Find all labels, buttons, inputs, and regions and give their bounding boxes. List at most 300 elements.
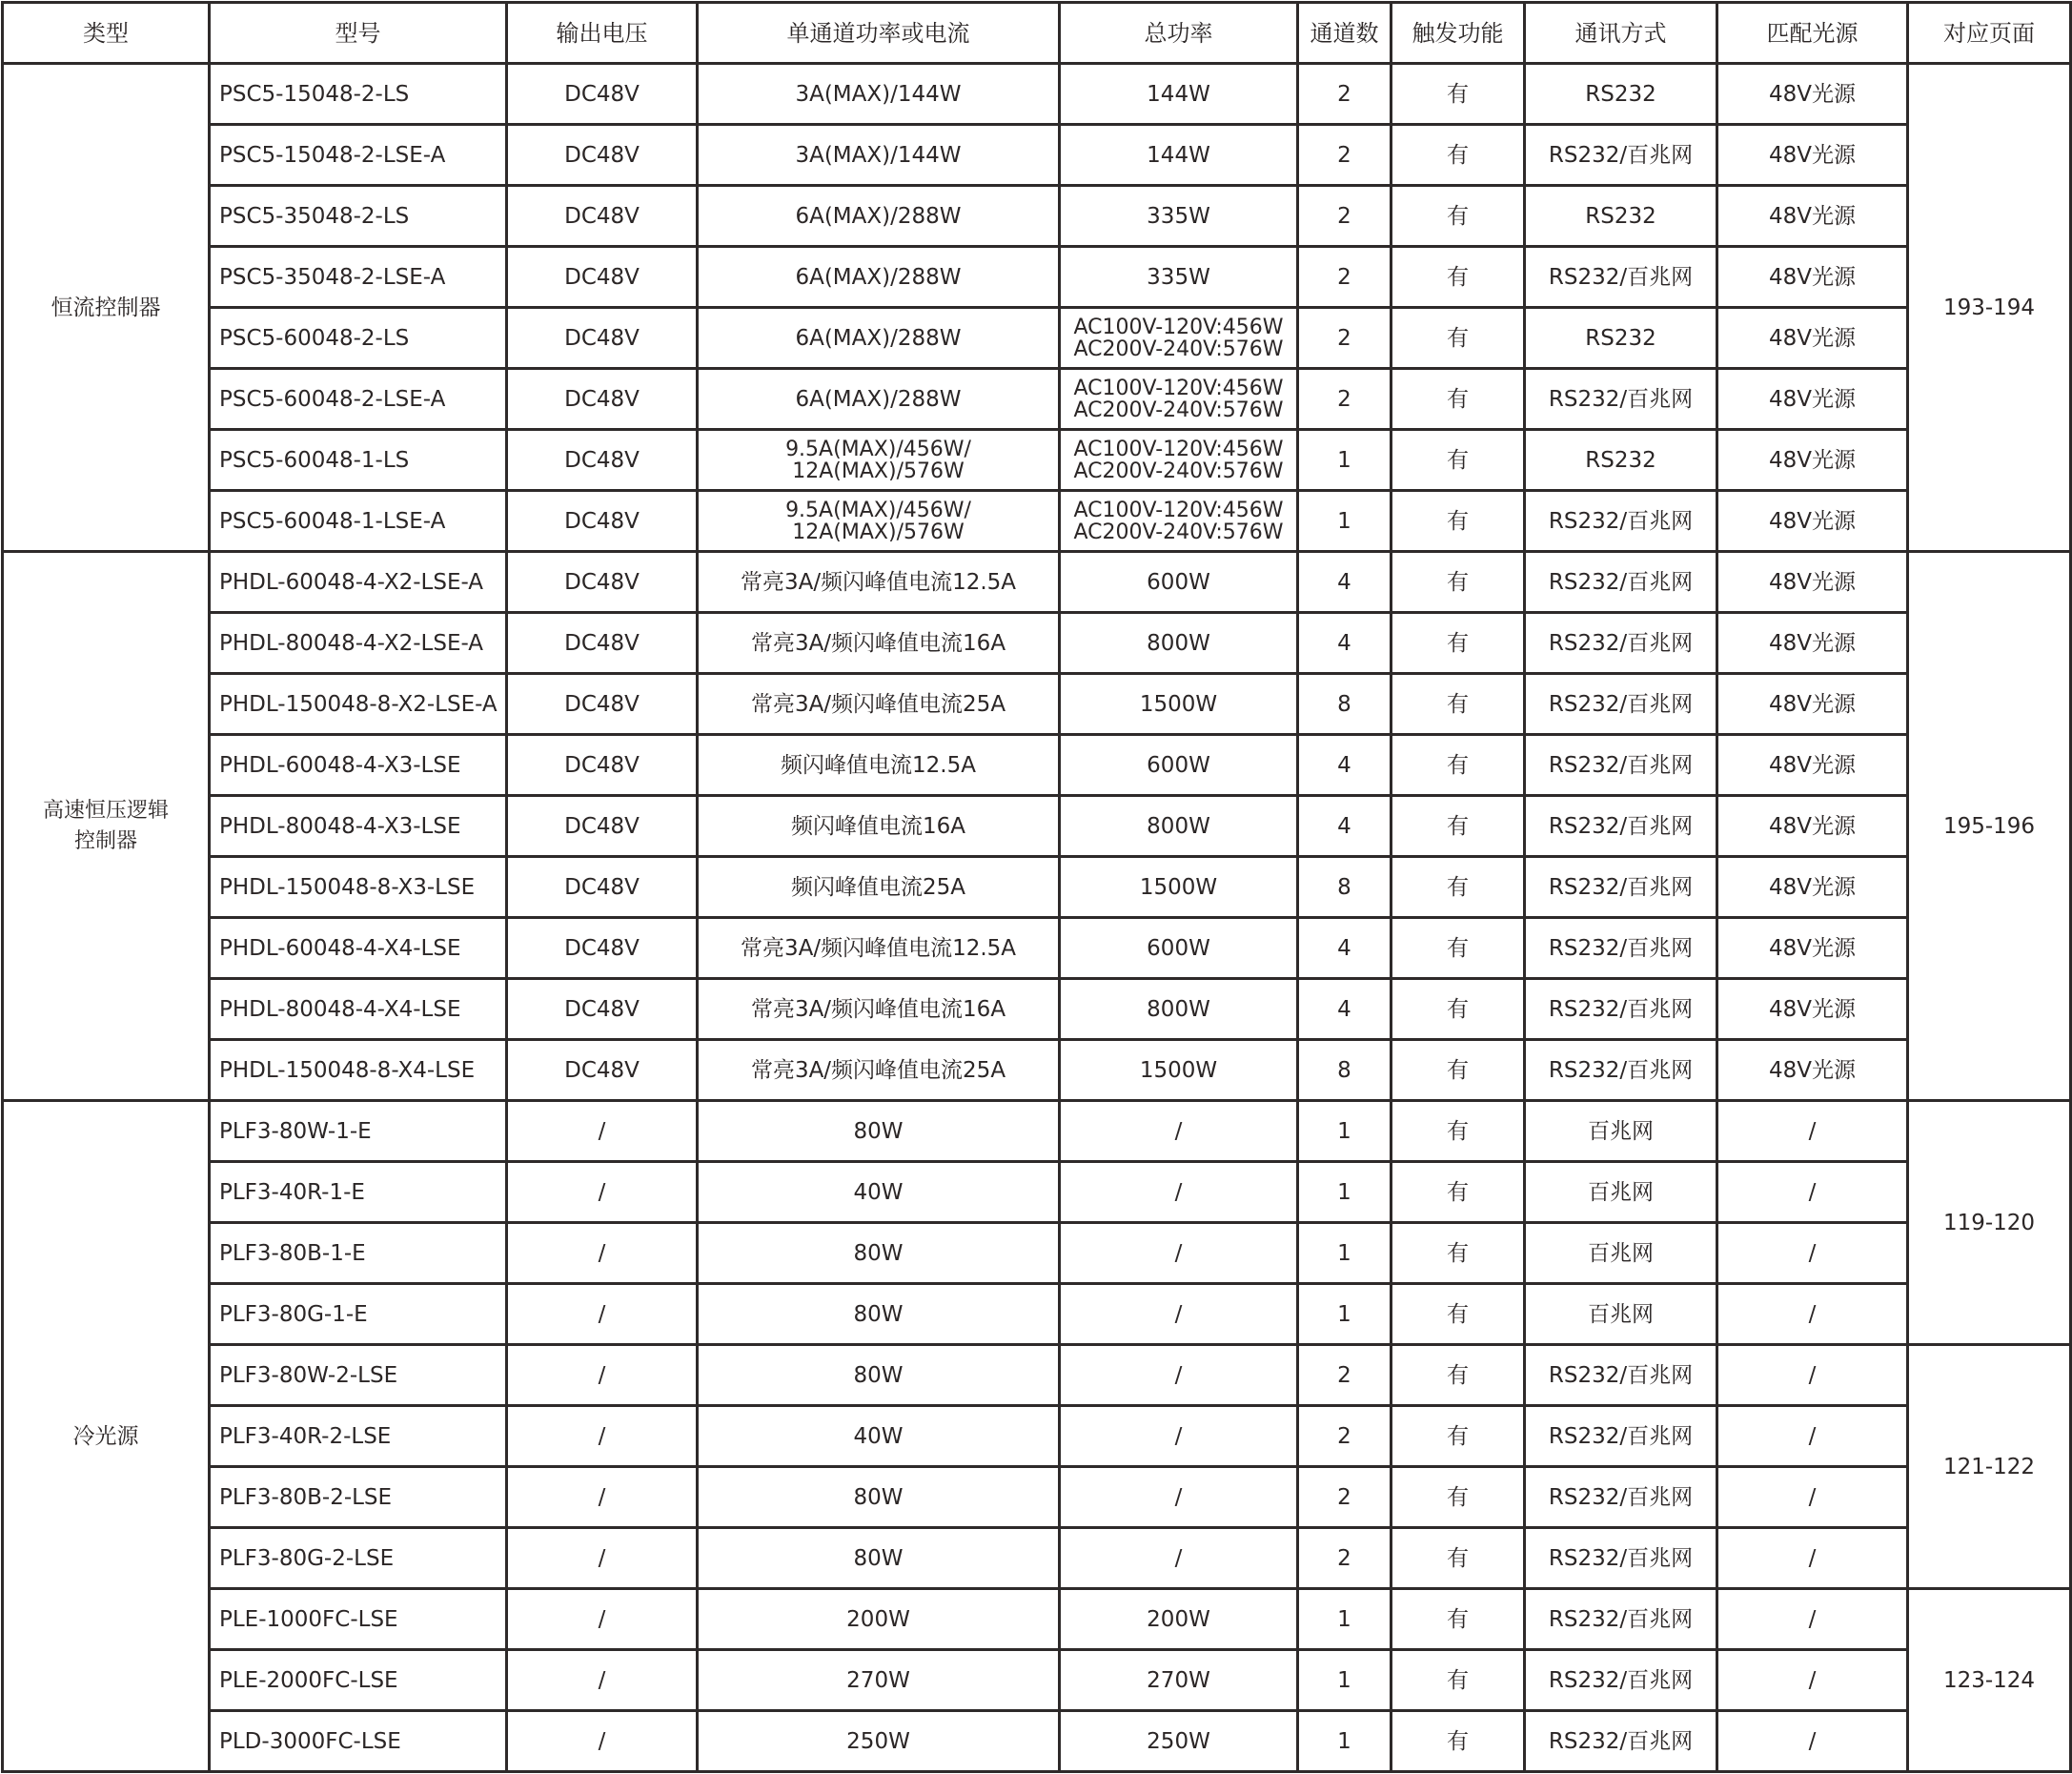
table-row	[3, 125, 2071, 186]
total-power-cell-line: AC100V-120V:456W	[1073, 376, 1284, 400]
channel-count-cell: 2	[1298, 64, 1391, 125]
output-voltage-cell: DC48V	[507, 64, 698, 125]
header-communication: 通讯方式	[1525, 3, 1717, 64]
channel-power-cell-line: 频闪峰值电流25A	[790, 874, 965, 900]
communication-cell: RS232	[1525, 430, 1717, 491]
table-row	[3, 552, 2071, 613]
channel-count-cell: 1	[1298, 1711, 1391, 1772]
light-source-cell: 48V光源	[1717, 491, 1908, 552]
channel-power-cell-line: 常亮3A/频闪峰值电流16A	[750, 630, 1006, 656]
total-power-cell-line: 200W	[1147, 1606, 1210, 1632]
trigger-cell: 有	[1391, 1589, 1525, 1650]
table-row	[3, 1406, 2071, 1467]
channel-count-cell: 8	[1298, 674, 1391, 735]
output-voltage-cell: DC48V	[507, 674, 698, 735]
trigger-cell: 有	[1391, 857, 1525, 918]
channel-count-cell: 1	[1298, 430, 1391, 491]
model-cell: PSC5-15048-2-LSE-A	[210, 125, 507, 186]
light-source-cell: 48V光源	[1717, 186, 1908, 247]
channel-power-cell	[698, 1467, 1060, 1528]
total-power-cell-line: 800W	[1147, 630, 1210, 656]
header-channel-count: 通道数	[1298, 3, 1391, 64]
communication-cell: RS232/百兆网	[1525, 552, 1717, 613]
category-cell	[3, 552, 210, 1101]
communication-cell: 百兆网	[1525, 1101, 1717, 1162]
communication-cell: RS232/百兆网	[1525, 1345, 1717, 1406]
channel-count-cell: 1	[1298, 491, 1391, 552]
trigger-cell: 有	[1391, 735, 1525, 796]
channel-power-cell	[698, 125, 1060, 186]
communication-cell: 百兆网	[1525, 1162, 1717, 1223]
total-power-cell	[1060, 1528, 1298, 1589]
channel-power-cell-line: 80W	[853, 1362, 904, 1388]
output-voltage-cell: DC48V	[507, 491, 698, 552]
table-row	[3, 857, 2071, 918]
channel-count-cell: 2	[1298, 247, 1391, 308]
trigger-cell: 有	[1391, 552, 1525, 613]
model-cell: PLF3-80B-2-LSE	[210, 1467, 507, 1528]
channel-power-cell	[698, 1162, 1060, 1223]
total-power-cell	[1060, 979, 1298, 1040]
table-row	[3, 1467, 2071, 1528]
light-source-cell: /	[1717, 1101, 1908, 1162]
total-power-cell-line: /	[1174, 1301, 1183, 1327]
model-cell: PSC5-15048-2-LS	[210, 64, 507, 125]
channel-power-cell-line: 常亮3A/频闪峰值电流12.5A	[740, 935, 1017, 961]
light-source-cell: 48V光源	[1717, 735, 1908, 796]
output-voltage-cell: DC48V	[507, 857, 698, 918]
output-voltage-cell: DC48V	[507, 613, 698, 674]
light-source-cell: 48V光源	[1717, 247, 1908, 308]
product-spec-table	[1, 1, 2072, 1773]
trigger-cell: 有	[1391, 491, 1525, 552]
light-source-cell: 48V光源	[1717, 552, 1908, 613]
channel-power-cell-line: 270W	[846, 1667, 910, 1693]
output-voltage-cell: /	[507, 1406, 698, 1467]
channel-count-cell: 4	[1298, 552, 1391, 613]
channel-count-cell: 2	[1298, 125, 1391, 186]
output-voltage-cell: /	[507, 1284, 698, 1345]
light-source-cell: 48V光源	[1717, 857, 1908, 918]
model-cell: PLF3-80G-1-E	[210, 1284, 507, 1345]
total-power-cell-line: /	[1174, 1240, 1183, 1266]
output-voltage-cell: DC48V	[507, 552, 698, 613]
channel-power-cell	[698, 1345, 1060, 1406]
communication-cell: RS232/百兆网	[1525, 1040, 1717, 1101]
channel-power-cell	[698, 735, 1060, 796]
channel-power-cell	[698, 1406, 1060, 1467]
channel-count-cell: 4	[1298, 613, 1391, 674]
channel-power-cell-line: 常亮3A/频闪峰值电流12.5A	[740, 569, 1017, 595]
model-cell: PSC5-60048-1-LSE-A	[210, 491, 507, 552]
model-cell: PLD-3000FC-LSE	[210, 1711, 507, 1772]
total-power-cell-line: 600W	[1147, 569, 1210, 595]
model-cell: PLE-1000FC-LSE	[210, 1589, 507, 1650]
channel-power-cell-line: 9.5A(MAX)/456W/	[785, 437, 971, 461]
trigger-cell: 有	[1391, 674, 1525, 735]
category-cell-line: 恒流控制器	[51, 295, 161, 320]
header-pages: 对应页面	[1908, 3, 2071, 64]
header-channel-power: 单通道功率或电流	[698, 3, 1060, 64]
output-voltage-cell: DC48V	[507, 918, 698, 979]
channel-power-cell	[698, 1284, 1060, 1345]
light-source-cell: 48V光源	[1717, 918, 1908, 979]
channel-power-cell	[698, 369, 1060, 430]
total-power-cell	[1060, 613, 1298, 674]
channel-power-cell-line: 6A(MAX)/288W	[795, 264, 962, 290]
category-cell	[3, 64, 210, 552]
output-voltage-cell: /	[507, 1223, 698, 1284]
trigger-cell: 有	[1391, 186, 1525, 247]
model-cell: PHDL-60048-4-X2-LSE-A	[210, 552, 507, 613]
light-source-cell: /	[1717, 1223, 1908, 1284]
trigger-cell: 有	[1391, 308, 1525, 369]
communication-cell: RS232/百兆网	[1525, 1711, 1717, 1772]
total-power-cell	[1060, 308, 1298, 369]
communication-cell: RS232	[1525, 186, 1717, 247]
light-source-cell: /	[1717, 1589, 1908, 1650]
table-row	[3, 918, 2071, 979]
model-cell: PHDL-150048-8-X4-LSE	[210, 1040, 507, 1101]
table-row	[3, 64, 2071, 125]
channel-power-cell-line: 6A(MAX)/288W	[795, 386, 962, 412]
trigger-cell: 有	[1391, 64, 1525, 125]
communication-cell: RS232/百兆网	[1525, 918, 1717, 979]
total-power-cell	[1060, 491, 1298, 552]
total-power-cell-line: 800W	[1147, 996, 1210, 1022]
communication-cell: 百兆网	[1525, 1223, 1717, 1284]
communication-cell: RS232/百兆网	[1525, 735, 1717, 796]
total-power-cell	[1060, 1467, 1298, 1528]
trigger-cell: 有	[1391, 1101, 1525, 1162]
light-source-cell: /	[1717, 1467, 1908, 1528]
channel-power-cell-line: 常亮3A/频闪峰值电流16A	[750, 996, 1006, 1022]
light-source-cell: 48V光源	[1717, 369, 1908, 430]
total-power-cell-line: 144W	[1147, 142, 1210, 168]
table-row	[3, 369, 2071, 430]
channel-count-cell: 1	[1298, 1589, 1391, 1650]
light-source-cell: 48V光源	[1717, 674, 1908, 735]
header-row	[3, 3, 2071, 64]
channel-power-cell	[698, 1650, 1060, 1711]
channel-power-cell-line: 200W	[846, 1606, 910, 1632]
total-power-cell-line: /	[1174, 1484, 1183, 1510]
communication-cell: RS232/百兆网	[1525, 1467, 1717, 1528]
light-source-cell: 48V光源	[1717, 308, 1908, 369]
channel-power-cell	[698, 674, 1060, 735]
communication-cell: 百兆网	[1525, 1284, 1717, 1345]
output-voltage-cell: DC48V	[507, 430, 698, 491]
output-voltage-cell: DC48V	[507, 308, 698, 369]
communication-cell: RS232/百兆网	[1525, 247, 1717, 308]
output-voltage-cell: DC48V	[507, 369, 698, 430]
total-power-cell	[1060, 1223, 1298, 1284]
channel-power-cell	[698, 1223, 1060, 1284]
channel-power-cell-line: 250W	[846, 1728, 910, 1754]
output-voltage-cell: DC48V	[507, 1040, 698, 1101]
table-row	[3, 1040, 2071, 1101]
channel-power-cell	[698, 64, 1060, 125]
model-cell: PHDL-80048-4-X3-LSE	[210, 796, 507, 857]
channel-power-cell	[698, 1711, 1060, 1772]
model-cell: PSC5-60048-2-LS	[210, 308, 507, 369]
category-cell-line: 高速恒压逻辑	[42, 798, 169, 823]
communication-cell: RS232/百兆网	[1525, 613, 1717, 674]
total-power-cell	[1060, 1101, 1298, 1162]
model-cell: PHDL-150048-8-X3-LSE	[210, 857, 507, 918]
communication-cell: RS232/百兆网	[1525, 125, 1717, 186]
total-power-cell	[1060, 64, 1298, 125]
channel-power-cell	[698, 979, 1060, 1040]
total-power-cell-line: /	[1174, 1423, 1183, 1449]
channel-power-cell-line: 常亮3A/频闪峰值电流25A	[750, 1057, 1006, 1083]
trigger-cell: 有	[1391, 1650, 1525, 1711]
total-power-cell-line: AC100V-120V:456W	[1073, 315, 1284, 339]
total-power-cell-line: AC200V-240V:576W	[1073, 520, 1284, 544]
table-row	[3, 1162, 2071, 1223]
category-cell-line: 控制器	[73, 828, 137, 853]
channel-count-cell: 2	[1298, 186, 1391, 247]
total-power-cell	[1060, 796, 1298, 857]
output-voltage-cell: /	[507, 1650, 698, 1711]
channel-count-cell: 2	[1298, 1528, 1391, 1589]
model-cell: PSC5-35048-2-LS	[210, 186, 507, 247]
communication-cell: RS232/百兆网	[1525, 796, 1717, 857]
output-voltage-cell: DC48V	[507, 979, 698, 1040]
total-power-cell-line: 600W	[1147, 752, 1210, 778]
table-row	[3, 1528, 2071, 1589]
total-power-cell	[1060, 1040, 1298, 1101]
table-row	[3, 674, 2071, 735]
total-power-cell	[1060, 735, 1298, 796]
model-cell: PLF3-40R-2-LSE	[210, 1406, 507, 1467]
table-row	[3, 430, 2071, 491]
total-power-cell	[1060, 1650, 1298, 1711]
pages-cell: 193-194	[1908, 64, 2071, 552]
output-voltage-cell: /	[507, 1467, 698, 1528]
pages-cell: 123-124	[1908, 1589, 2071, 1772]
light-source-cell: 48V光源	[1717, 1040, 1908, 1101]
channel-power-cell-line: 9.5A(MAX)/456W/	[785, 498, 971, 522]
channel-count-cell: 2	[1298, 369, 1391, 430]
total-power-cell	[1060, 247, 1298, 308]
communication-cell: RS232/百兆网	[1525, 1528, 1717, 1589]
light-source-cell: /	[1717, 1711, 1908, 1772]
total-power-cell	[1060, 1589, 1298, 1650]
output-voltage-cell: /	[507, 1162, 698, 1223]
channel-power-cell	[698, 1040, 1060, 1101]
trigger-cell: 有	[1391, 796, 1525, 857]
channel-power-cell	[698, 1589, 1060, 1650]
trigger-cell: 有	[1391, 1284, 1525, 1345]
total-power-cell	[1060, 552, 1298, 613]
light-source-cell: 48V光源	[1717, 796, 1908, 857]
total-power-cell	[1060, 430, 1298, 491]
light-source-cell: 48V光源	[1717, 613, 1908, 674]
communication-cell: RS232/百兆网	[1525, 1406, 1717, 1467]
channel-power-cell	[698, 186, 1060, 247]
channel-count-cell: 4	[1298, 979, 1391, 1040]
channel-power-cell-line: 80W	[853, 1118, 904, 1144]
total-power-cell-line: 335W	[1147, 264, 1210, 290]
output-voltage-cell: DC48V	[507, 735, 698, 796]
category-cell-line: 冷光源	[72, 1423, 139, 1449]
channel-count-cell: 4	[1298, 796, 1391, 857]
total-power-cell-line: /	[1174, 1179, 1183, 1205]
table-row	[3, 796, 2071, 857]
channel-power-cell	[698, 247, 1060, 308]
trigger-cell: 有	[1391, 613, 1525, 674]
total-power-cell-line: /	[1174, 1118, 1183, 1144]
channel-power-cell-line: 常亮3A/频闪峰值电流25A	[750, 691, 1006, 717]
trigger-cell: 有	[1391, 1040, 1525, 1101]
model-cell: PLE-2000FC-LSE	[210, 1650, 507, 1711]
table-row	[3, 186, 2071, 247]
output-voltage-cell: /	[507, 1589, 698, 1650]
channel-power-cell-line: 80W	[853, 1484, 904, 1510]
header-total-power: 总功率	[1060, 3, 1298, 64]
total-power-cell	[1060, 1711, 1298, 1772]
channel-power-cell	[698, 613, 1060, 674]
pages-cell: 119-120	[1908, 1101, 2071, 1345]
total-power-cell-line: AC100V-120V:456W	[1073, 437, 1284, 461]
table-row	[3, 1223, 2071, 1284]
channel-power-cell	[698, 1101, 1060, 1162]
light-source-cell: 48V光源	[1717, 979, 1908, 1040]
light-source-cell: /	[1717, 1284, 1908, 1345]
total-power-cell-line: 1500W	[1139, 691, 1218, 717]
channel-count-cell: 1	[1298, 1284, 1391, 1345]
header-light-source: 匹配光源	[1717, 3, 1908, 64]
total-power-cell	[1060, 918, 1298, 979]
output-voltage-cell: DC48V	[507, 796, 698, 857]
channel-power-cell-line: 3A(MAX)/144W	[795, 142, 962, 168]
channel-power-cell-line: 12A(MAX)/576W	[792, 520, 965, 544]
total-power-cell-line: /	[1174, 1545, 1183, 1571]
total-power-cell-line: 270W	[1147, 1667, 1210, 1693]
channel-power-cell	[698, 1528, 1060, 1589]
channel-power-cell-line: 12A(MAX)/576W	[792, 459, 965, 483]
total-power-cell-line: AC200V-240V:576W	[1073, 398, 1284, 422]
channel-count-cell: 8	[1298, 857, 1391, 918]
pages-cell: 121-122	[1908, 1345, 2071, 1589]
light-source-cell: /	[1717, 1650, 1908, 1711]
total-power-cell	[1060, 1284, 1298, 1345]
channel-count-cell: 2	[1298, 1467, 1391, 1528]
communication-cell: RS232	[1525, 64, 1717, 125]
trigger-cell: 有	[1391, 1406, 1525, 1467]
total-power-cell	[1060, 186, 1298, 247]
channel-count-cell: 1	[1298, 1162, 1391, 1223]
channel-power-cell-line: 80W	[853, 1545, 904, 1571]
model-cell: PSC5-35048-2-LSE-A	[210, 247, 507, 308]
total-power-cell-line: 800W	[1147, 813, 1210, 839]
output-voltage-cell: /	[507, 1711, 698, 1772]
table-row	[3, 735, 2071, 796]
channel-power-cell-line: 6A(MAX)/288W	[795, 325, 962, 351]
channel-power-cell	[698, 430, 1060, 491]
table-row	[3, 1284, 2071, 1345]
trigger-cell: 有	[1391, 1711, 1525, 1772]
total-power-cell	[1060, 125, 1298, 186]
total-power-cell-line: 250W	[1147, 1728, 1210, 1754]
total-power-cell-line: 600W	[1147, 935, 1210, 961]
channel-power-cell-line: 频闪峰值电流16A	[790, 813, 965, 839]
table-row	[3, 1589, 2071, 1650]
table-body	[3, 64, 2071, 1772]
table-row	[3, 491, 2071, 552]
header-type: 类型	[3, 3, 210, 64]
light-source-cell: /	[1717, 1345, 1908, 1406]
channel-power-cell-line: 80W	[853, 1301, 904, 1327]
total-power-cell-line: /	[1174, 1362, 1183, 1388]
communication-cell: RS232/百兆网	[1525, 491, 1717, 552]
trigger-cell: 有	[1391, 1528, 1525, 1589]
trigger-cell: 有	[1391, 918, 1525, 979]
channel-count-cell: 1	[1298, 1223, 1391, 1284]
total-power-cell-line: AC200V-240V:576W	[1073, 459, 1284, 483]
communication-cell: RS232/百兆网	[1525, 369, 1717, 430]
channel-power-cell-line: 40W	[853, 1179, 904, 1205]
light-source-cell: /	[1717, 1528, 1908, 1589]
total-power-cell	[1060, 1406, 1298, 1467]
channel-power-cell-line: 40W	[853, 1423, 904, 1449]
channel-power-cell	[698, 491, 1060, 552]
channel-count-cell: 2	[1298, 1345, 1391, 1406]
channel-power-cell	[698, 857, 1060, 918]
category-cell	[3, 1101, 210, 1772]
total-power-cell-line: 1500W	[1139, 874, 1218, 900]
output-voltage-cell: /	[507, 1101, 698, 1162]
model-cell: PHDL-80048-4-X2-LSE-A	[210, 613, 507, 674]
trigger-cell: 有	[1391, 1467, 1525, 1528]
channel-power-cell	[698, 796, 1060, 857]
total-power-cell	[1060, 1162, 1298, 1223]
communication-cell: RS232/百兆网	[1525, 979, 1717, 1040]
output-voltage-cell: /	[507, 1528, 698, 1589]
table-row	[3, 979, 2071, 1040]
total-power-cell-line: 335W	[1147, 203, 1210, 229]
table-row	[3, 308, 2071, 369]
model-cell: PSC5-60048-1-LS	[210, 430, 507, 491]
model-cell: PLF3-80W-2-LSE	[210, 1345, 507, 1406]
channel-power-cell-line: 80W	[853, 1240, 904, 1266]
table-row	[3, 1711, 2071, 1772]
communication-cell: RS232/百兆网	[1525, 674, 1717, 735]
channel-power-cell-line: 频闪峰值电流12.5A	[781, 752, 976, 778]
communication-cell: RS232/百兆网	[1525, 857, 1717, 918]
communication-cell: RS232	[1525, 308, 1717, 369]
table-row	[3, 1650, 2071, 1711]
output-voltage-cell: DC48V	[507, 247, 698, 308]
communication-cell: RS232/百兆网	[1525, 1589, 1717, 1650]
model-cell: PLF3-80G-2-LSE	[210, 1528, 507, 1589]
channel-power-cell	[698, 918, 1060, 979]
table-row	[3, 247, 2071, 308]
trigger-cell: 有	[1391, 430, 1525, 491]
pages-cell: 195-196	[1908, 552, 2071, 1101]
channel-count-cell: 8	[1298, 1040, 1391, 1101]
channel-count-cell: 1	[1298, 1101, 1391, 1162]
model-cell: PHDL-60048-4-X4-LSE	[210, 918, 507, 979]
trigger-cell: 有	[1391, 1162, 1525, 1223]
total-power-cell-line: AC100V-120V:456W	[1073, 498, 1284, 522]
channel-count-cell: 1	[1298, 1650, 1391, 1711]
output-voltage-cell: DC48V	[507, 186, 698, 247]
channel-count-cell: 4	[1298, 735, 1391, 796]
model-cell: PLF3-80B-1-E	[210, 1223, 507, 1284]
trigger-cell: 有	[1391, 369, 1525, 430]
